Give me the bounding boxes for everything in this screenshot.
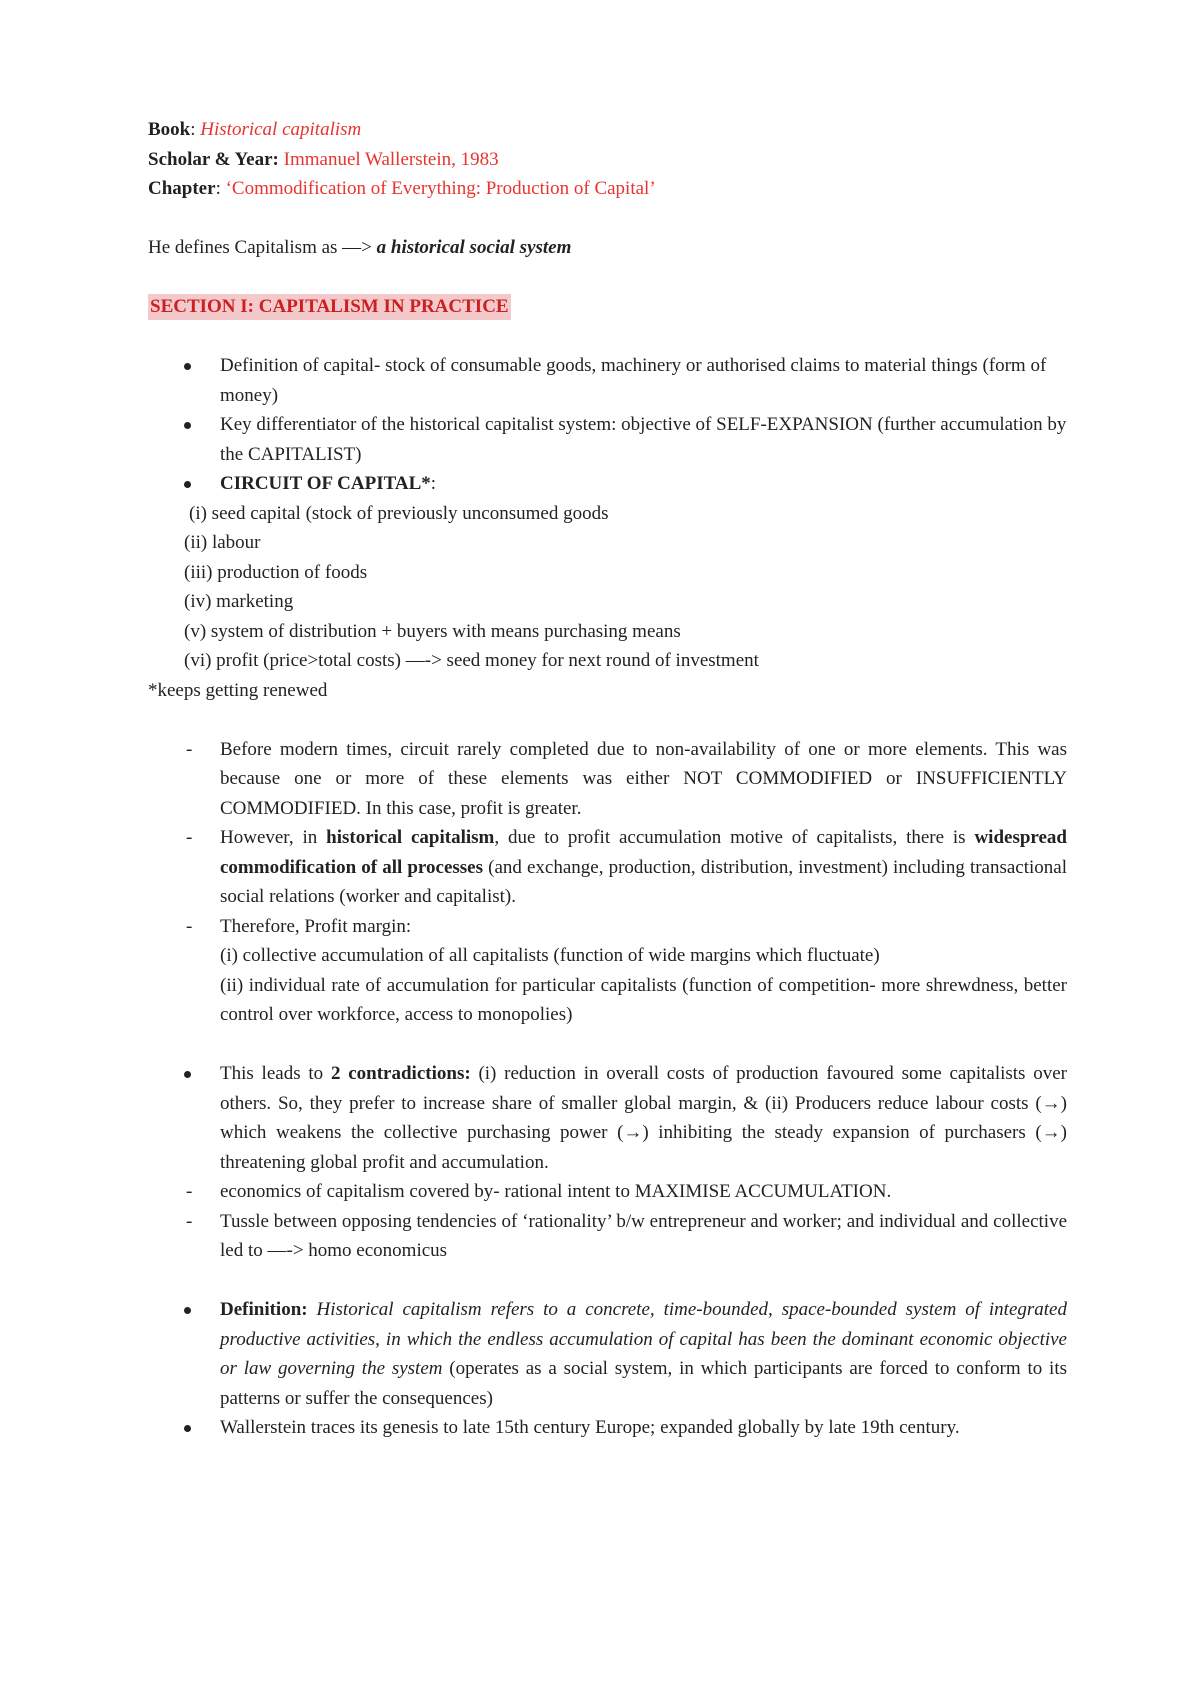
list-item: Definition: Historical capitalism refers to a concrete, time-bounded, space-bounded system of integrated productive activities, in which the endless accumulation of capital has been the dominant economic objective or law governing the system (operates as a social system, in which participants are forced to conform to its patterns or suffer the consequences) [148, 1295, 1067, 1413]
book-line: Book: Historical capitalism [148, 119, 362, 140]
scholar-line: Scholar & Year: Immanuel Wallerstein, 1983 [148, 148, 499, 170]
circuit-steps [148, 499, 1067, 676]
list-item: - Before modern times, circuit rarely completed due to non-availability of one or more elements. This was because one or more of these elements was either NOT COMMODIFIED or INSUFFICIENTLY COMMODIFIED. In this case, profit is greater. [148, 735, 1067, 824]
chapter-title: ‘Commodification of Everything: Production of Capital’ [225, 178, 656, 199]
section1-bullets [148, 351, 1067, 499]
footnote: *keeps getting renewed [148, 679, 328, 701]
list-item: - Tussle between opposing tendencies of ‘rationality’ b/w entrepreneur and worker; and individual and collective led to —-> homo economicus [148, 1207, 1067, 1266]
document-body [148, 115, 1067, 1443]
list-item: - Therefore, Profit margin: (i) collective accumulation of all capitalists (function of wide margins which fluctuate) (ii) individual rate of accumulation for particular capitalists (function of competition- more shrewdness, better control over workforce, access to monopolies) [148, 912, 1067, 1030]
list-item: - However, in historical capitalism, due to profit accumulation motive of capitalists, there is widespread commodification of all processes (and exchange, production, distribution, investment) including transactional social relations (worker and capitalist). [148, 823, 1067, 912]
circuit-step: (ii) labour [184, 532, 261, 553]
scholar-name: Immanuel Wallerstein, 1983 [283, 148, 499, 170]
circuit-step: (v) system of distribution + buyers with means purchasing means [184, 620, 681, 642]
list-item: CIRCUIT OF CAPITAL*: [148, 469, 1067, 499]
section-heading: SECTION I: CAPITALISM IN PRACTICE [148, 292, 1067, 322]
book-title: Historical capitalism [200, 119, 362, 140]
circuit-step: (i) seed capital (stock of previously unconsumed goods [189, 502, 609, 524]
list-item: - economics of capitalism covered by- rational intent to MAXIMISE ACCUMULATION. [148, 1177, 1067, 1207]
contradictions-list [148, 1059, 1067, 1266]
definition-list [148, 1295, 1067, 1443]
capitalism-definition-line: He defines Capitalism as —> a historical social system [148, 237, 572, 258]
circuit-step: (iv) marketing [184, 591, 294, 612]
list-item: Key differentiator of the historical capitalist system: objective of SELF-EXPANSION (further accumulation by the CAPITALIST) [148, 410, 1067, 469]
list-item: This leads to 2 contradictions: (i) reduction in overall costs of production favoured some capitalists over others. So, they prefer to increase share of smaller global margin, & (ii) Producers reduce labour costs (→) which weakens the collective purchasing power (→) inhibiting the steady expansion of purchasers (→) threatening global profit and accumulation. [148, 1059, 1067, 1177]
circuit-step: (iii) production of foods [184, 561, 368, 583]
dash-list-1 [148, 735, 1067, 1030]
circuit-step: (vi) profit (price>total costs) —-> seed money for next round of investment [184, 650, 759, 671]
list-item: Wallerstein traces its genesis to late 15th century Europe; expanded globally by late 19th century. [148, 1413, 1067, 1443]
list-item: Definition of capital- stock of consumable goods, machinery or authorised claims to material things (form of money) [148, 351, 1067, 410]
chapter-line: Chapter: ‘Commodification of Everything: Production of Capital’ [148, 178, 656, 199]
